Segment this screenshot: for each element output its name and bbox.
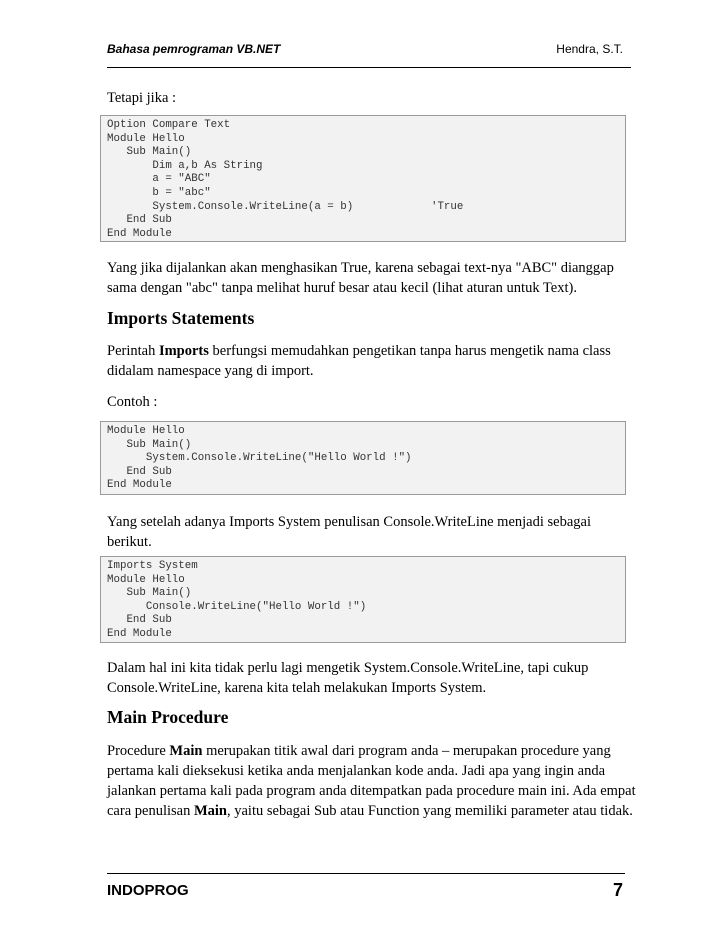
code-line: a = "ABC": [107, 173, 211, 186]
paragraph-no-need: Dalam hal ini kita tidak perlu lagi mengetik System.Console.WriteLine, tapi cukup Console.WriteLine, karena kita telah melakukan Imports System.: [107, 660, 589, 696]
code-line: End Module: [107, 227, 172, 240]
code-line: End Sub: [107, 214, 172, 227]
header-title: Bahasa pemrograman VB.NET: [107, 42, 281, 56]
code-line: System.Console.WriteLine(a = b) 'True: [107, 200, 464, 213]
code-line: Sub Main(): [107, 587, 192, 600]
code-line: Module Hello: [107, 132, 185, 145]
paragraph-after-imports: Yang setelah adanya Imports System penulisan Console.WriteLine menjadi sebagai berikut.: [107, 514, 591, 550]
code-line: Console.WriteLine("Hello World !"): [107, 600, 367, 613]
code-line: Imports System: [107, 560, 198, 572]
code-line: End Sub: [107, 614, 172, 627]
code-block-hello-imports: [100, 556, 626, 643]
paragraph-tetapi: Tetapi jika :: [107, 90, 177, 106]
code-block-hello-full: [100, 421, 626, 495]
paragraph-main-description: Procedure Main merupakan titik awal dari program anda – merupakan procedure yang pertama kali dieksekusi ketika anda menjalankan kode anda. Jadi apa yang ingin anda jalankan pertama kali pada program anda ditempatkan pada procedure main ini. Ada empat cara penulisan Main, yaitu sebagai Sub atau Function yang memiliki parameter atau tidak.: [107, 743, 636, 819]
code-line: Option Compare Text: [107, 119, 231, 131]
page-header: [107, 42, 631, 58]
footer-rule: [107, 873, 625, 874]
code-line: Dim a,b As String: [107, 159, 263, 172]
header-rule: [107, 67, 631, 68]
code-line: End Module: [107, 479, 172, 492]
paragraph-imports-description: Perintah Imports berfungsi memudahkan pengetikan tanpa harus mengetik nama class didalam namespace yang di import.: [107, 343, 611, 379]
code-line: Sub Main(): [107, 438, 192, 451]
code-line: b = "abc": [107, 186, 211, 199]
code-line: End Module: [107, 627, 172, 640]
code-block-compare-text: [100, 115, 626, 242]
page-footer: [107, 881, 623, 903]
footer-brand: INDOPROG: [107, 882, 189, 899]
code-line: Sub Main(): [107, 146, 192, 159]
page-number: 7: [612, 880, 623, 900]
heading-imports-statements: Imports Statements: [107, 308, 255, 328]
heading-main-procedure: Main Procedure: [107, 707, 229, 727]
paragraph-contoh: Contoh :: [107, 394, 158, 410]
code-line: End Sub: [107, 465, 172, 478]
code-line: Module Hello: [107, 573, 185, 586]
paragraph-true-explanation: Yang jika dijalankan akan menghasikan True, karena sebagai text-nya "ABC" dianggap sama dengan "abc" tanpa melihat huruf besar atau kecil (lihat aturan untuk Text).: [107, 260, 614, 296]
code-line: System.Console.WriteLine("Hello World !"): [107, 452, 412, 465]
code-line: Module Hello: [107, 425, 185, 437]
header-author: Hendra, S.T.: [556, 42, 623, 56]
